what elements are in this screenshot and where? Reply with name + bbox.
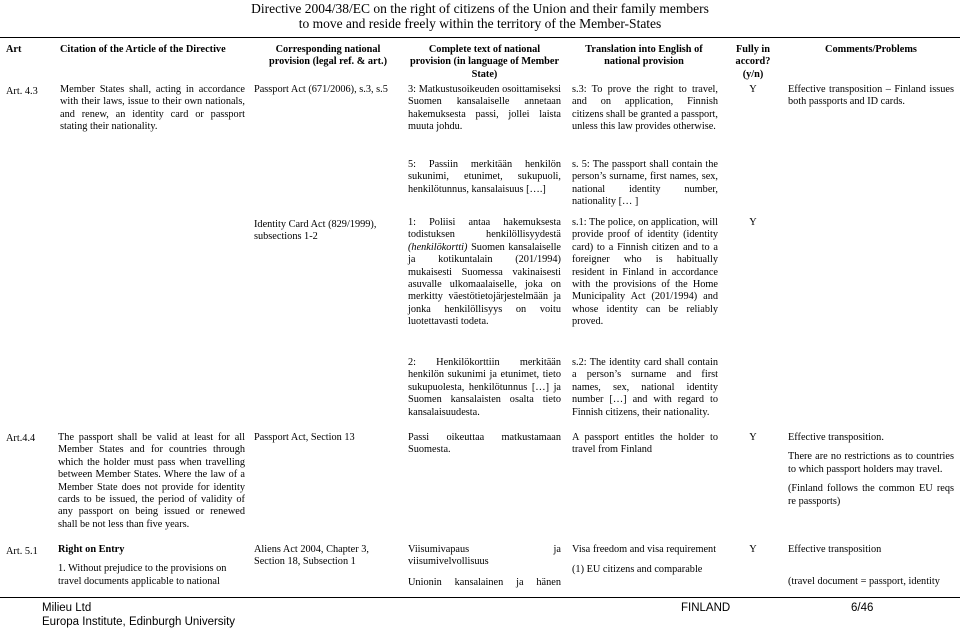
col-text: Complete text of national provision (in language of Member State) [409,44,560,80]
page-number: 6/46 [851,602,874,614]
row-citation: The passport shall be valid at least for all Member States and for countries through which the holder must pass when travelling between Member States. Where the law of a Member State does not provide for identity cards to be issued, the period of validity of any passport on being issued or renewed shall be not less than five years. [58,432,245,530]
row-provision: Passport Act (671/2006), s.3, s.5 [254,84,388,95]
row-accord: Y [749,544,757,555]
header-line-1: Directive 2004/38/EC on the right of citizens of the Union and their family members [251,1,709,16]
row-comments: Effective transposition – Finland issues both passports and ID cards. [788,84,954,108]
col-provision: Corresponding national provision (legal ref. & art.) [268,44,387,68]
row-translation: s. 5: The passport shall contain the person’s surname, first names, sex, national identity number, nationality [… ] [572,159,718,208]
row-native-text: 3: Matkustusoikeuden osoittamiseksi Suomen kansalaiselle annetaan hakemuksesta passi, jollei laista muuta johdu. [408,84,561,133]
page-header [0,1,960,31]
row-citation: Right on Entry 1. Without prejudice to the provisions on travel documents applicable to national [58,544,227,587]
row-accord: Y [749,217,757,228]
col-accord: Fully in accord? (y/n) [735,44,771,80]
row-native-text: 5: Passiin merkitään henkilön sukunimi, etunimet, sukupuoli, henkilötunnus, kansalaisuus [….] [408,159,561,195]
col-translation: Translation into English of national provision [585,44,703,68]
row-provision: Identity Card Act (829/1999), subsections 1-2 [254,219,377,243]
row-translation: s.2: The identity card shall contain a person’s surname and first names, sex, national identity number […] and with regard to Finnish citizens, their nationality. [572,357,718,418]
header-rule [0,37,960,38]
row-art-label: Art.4.4 [6,433,36,444]
row-provision: Aliens Act 2004, Chapter 3, Section 18, Subsection 1 [254,544,369,568]
row-art-label: Art. 4.3 [6,86,38,97]
footer-rule [0,597,960,598]
footer-country: FINLAND [681,602,731,614]
footer-institute: Europa Institute, Edinburgh University [42,616,236,628]
row-native-text: Passi oikeuttaa matkustamaan Suomesta. [408,432,561,456]
row-translation: s.1: The police, on application, will provide proof of identity (identity card) to a Finnish citizen and to a foreigner who is habitually resident in Finland in accordance with the provisions of the Home Municipality Act (201/1994) and whose identity can be reliably proved. [572,217,718,328]
header-line-2: to move and reside freely within the territory of the Member-States [298,16,662,31]
row-native-text: Viisumivapaus ja viisumivelvollisuus Unionin kansalainen ja hänen [408,544,561,588]
row-art-label: Art. 5.1 [6,546,38,557]
row-comments: Effective transposition (travel document = passport, identity [788,544,940,588]
row-native-text: 1: Poliisi antaa hakemuksesta todistuksen henkilöllisyydestä (henkilökortti) Suomen kansalaiselle ja kotikuntalain (201/1994) mukaisesti Suomessa vakinaisesti asuvalle ulkomaalaiselle, joka on merkitty väestötietojärjestelmään ja jonka henkilöllisyys on voitu luotettavasti todeta. [408,217,561,328]
col-comments: Comments/Problems [825,44,917,55]
col-art: Art [6,44,22,55]
footer-org: Milieu Ltd [42,602,92,614]
row-translation: s.3: To prove the right to travel, and on application, Finnish citizens shall be granted a passport, unless this law provides otherwise. [572,84,718,133]
row-citation: Member States shall, acting in accordance with their laws, issue to their own nationals, and renew, an identity card or passport stating their nationality. [60,84,245,133]
col-citation: Citation of the Article of the Directive [60,44,226,55]
row-comments: Effective transposition. There are no restrictions as to countries to which passport holders may travel. (Finland follows the common EU reqs re passports) [788,432,954,507]
row-translation: A passport entitles the holder to travel from Finland [572,432,718,456]
row-translation: Visa freedom and visa requirement (1) EU citizens and comparable [572,544,717,576]
row-accord: Y [749,84,757,95]
row-native-text: 2: Henkilökorttiin merkitään henkilön sukunimi ja etunimet, tieto sukupuolesta, henkilötunnus […] ja Suomen kansalaisten osalta tieto kansalaisuudesta. [408,357,561,418]
row-provision: Passport Act, Section 13 [254,432,355,443]
row-accord: Y [749,432,757,443]
